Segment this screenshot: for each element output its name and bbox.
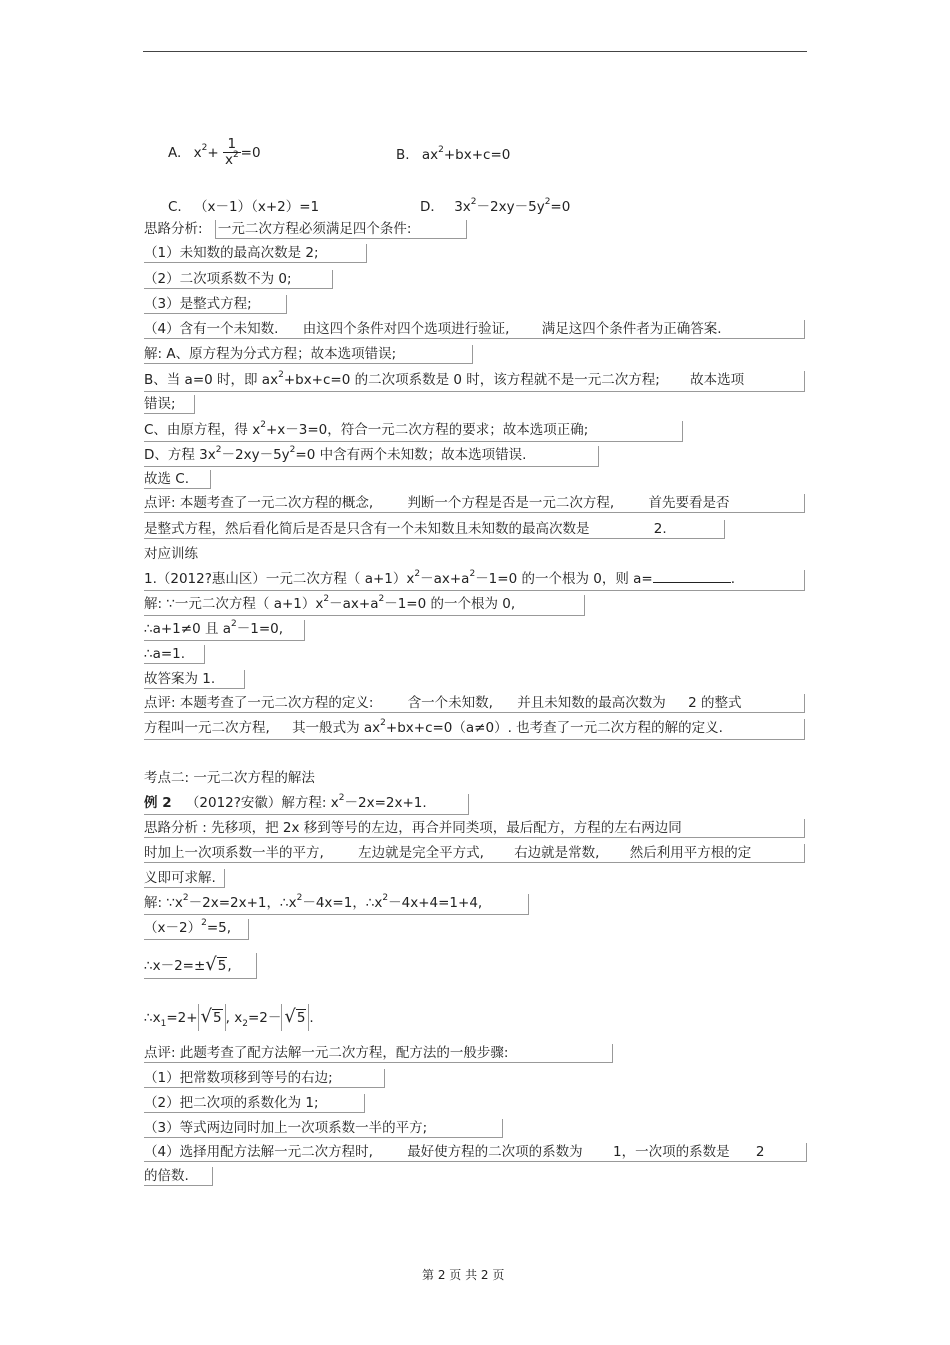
- p2sol3-part-b: ,: [227, 958, 232, 974]
- option-b-label: B.: [396, 147, 410, 163]
- example-2: [144, 794, 469, 815]
- p2-analysis-part-d: 然后利用平方根的定: [629, 845, 752, 861]
- question-end: .: [730, 571, 736, 587]
- p2-solution-2: [144, 919, 249, 940]
- p2sol2-exp: 2: [201, 918, 207, 928]
- answer-blank[interactable]: [653, 570, 731, 583]
- p2sol2-part-a: （x－2）: [144, 920, 202, 936]
- p2-analysis-part-a: 时加上一次项系数一半的平方,: [144, 845, 324, 861]
- solution-b-exp: 2: [278, 370, 284, 380]
- solution-c-exp: 2: [260, 420, 266, 430]
- option-a-denominator: [223, 149, 241, 170]
- tsol1-exp1: 2: [323, 594, 330, 604]
- p2sol4-part-e: .: [309, 1010, 314, 1026]
- p2-comment-title: 点评: 此题考查了配方法解一元二次方程，配方法的一般步骤:: [144, 1044, 613, 1063]
- comment1-part-e: 2.: [653, 521, 667, 537]
- tcomment-part-c: 并且未知数的最高次数为: [517, 695, 666, 711]
- option-a: [168, 135, 261, 173]
- p2sol1-part-d: －4x+4=1+4,: [388, 895, 483, 911]
- option-a-den-x: x: [224, 151, 233, 168]
- sqrt-icon: √5: [198, 1004, 226, 1031]
- example-exp: 2: [338, 793, 345, 803]
- analysis-intro: 一元二次方程必须满足四个条件:: [215, 220, 467, 239]
- solution-d: [144, 446, 599, 467]
- option-d-exp2: 2: [544, 197, 551, 207]
- p2-analysis-line2: [144, 844, 805, 863]
- tcomment-part-d: 2 的整式: [688, 695, 742, 711]
- training-comment-1: [144, 694, 805, 713]
- tcomment-part-g: +bx+c=0（a≠0）. 也考查了一元二次方程的解的定义.: [385, 720, 723, 736]
- p2-step-3: （3）等式两边同时加上一次项系数一半的平方;: [144, 1119, 503, 1138]
- question-part-c: －1=0 的一个根为 0，则 a=: [475, 571, 653, 587]
- training-solution-3: ∴a=1.: [144, 645, 205, 664]
- option-d-mid: －2xy－5y: [476, 199, 545, 215]
- option-a-plus: +: [207, 145, 219, 161]
- comment1-part-b: 判断一个方程是否是一元二次方程,: [407, 495, 615, 511]
- condition-4-part-a: （4）含有一个未知数.: [144, 321, 279, 337]
- header-rule: [143, 51, 807, 52]
- question-part-b: －ax+a: [420, 571, 470, 587]
- sqrt-icon: √5: [205, 954, 227, 975]
- option-d-post: =0: [550, 199, 571, 215]
- p2sol4-part-d: =2－: [247, 1010, 282, 1026]
- comment1-part-a: 点评: 本题考查了一元二次方程的概念,: [144, 495, 374, 511]
- p2-step4-part-d: 2: [755, 1144, 765, 1160]
- solution-d-exp1: 2: [215, 445, 222, 455]
- p2-solution-4: [144, 1004, 314, 1033]
- p2-analysis-line3: 义即可求解.: [144, 869, 225, 888]
- solution-b-part3: 故本选项: [690, 372, 745, 388]
- p2sol4-radicand1: 5: [213, 1010, 222, 1026]
- option-c-label: C.: [168, 199, 182, 215]
- comment1-part-d: 是整式方程，然后看化简后是否是只含有一个未知数且未知数的最高次数是: [144, 521, 590, 537]
- p2-step-1: （1）把常数项移到等号的右边;: [144, 1069, 385, 1088]
- example-label: 例 2: [144, 795, 172, 811]
- p2-step4-part-c: 1，一次项的系数是: [612, 1144, 730, 1160]
- p2sol4-part-a: ∴x: [144, 1010, 161, 1026]
- question-exp2: 2: [469, 569, 476, 579]
- p2-analysis-line1: 思路分析 : 先移项，把 2x 移到等号的左边，再合并同类项，最后配方，方程的左右两边同: [144, 819, 805, 838]
- p2sol3-radicand: 5: [217, 958, 227, 974]
- tcomment-exp: 2: [380, 718, 386, 728]
- option-d-exp1: 2: [470, 197, 477, 207]
- sqrt-icon: √5: [281, 1004, 309, 1031]
- solution-d-part2: －2xy－5y: [221, 447, 290, 463]
- tsol1-exp2: 2: [378, 594, 385, 604]
- p2-solution-3: [144, 953, 257, 979]
- page-footer: 第 2 页 共 2 页: [422, 1268, 505, 1282]
- p2-step4-part-b: 最好使方程的二次项的系数为: [407, 1144, 583, 1160]
- question-part-a: 1.（2012?惠山区）一元二次方程（ a+1）x: [144, 571, 415, 587]
- option-b: [396, 146, 510, 166]
- option-c-text: （x－1）（x+2）=1: [194, 199, 320, 215]
- solution-c-part2: +x－3=0，符合一元二次方程的要求；故本选项正确;: [265, 422, 589, 438]
- training-solution-1: [144, 595, 585, 616]
- option-b-pre: ax: [421, 147, 439, 163]
- p2sol4-radicand2: 5: [296, 1010, 306, 1026]
- p2-step-4-end: 的倍数.: [144, 1167, 213, 1186]
- solution-b-part1: B、当 a=0 时，即 ax: [144, 372, 279, 388]
- p2sol1-part-c: －4x=1，∴x: [302, 895, 383, 911]
- tsol2-part-b: －1=0,: [236, 621, 284, 637]
- condition-4: [144, 320, 805, 339]
- p2sol1-part-a: 解: ∵x: [144, 895, 183, 911]
- tcomment-part-b: 含一个未知数,: [407, 695, 493, 711]
- p2sol4-part-b: =2+: [166, 1010, 198, 1026]
- p2sol4-sub2: 2: [242, 1019, 248, 1029]
- p2sol1-exp3: 2: [382, 893, 389, 903]
- question-exp1: 2: [414, 569, 421, 579]
- option-a-label: A.: [168, 145, 182, 161]
- training-comment-2: [144, 719, 805, 740]
- p2-step4-part-a: （4）选择用配方法解一元二次方程时,: [144, 1144, 373, 1160]
- solution-d-part1: D、方程 3x: [144, 447, 216, 463]
- p2-step-4: [144, 1143, 807, 1162]
- solution-d-part3: =0 中含有两个未知数；故本选项错误.: [295, 447, 527, 463]
- option-d-pre: 3x: [454, 199, 471, 215]
- example-part-a: （2012?安徽）解方程: x: [185, 795, 339, 811]
- analysis-label: 思路分析:: [144, 221, 203, 237]
- p2sol2-part-b: =5,: [206, 920, 232, 936]
- solution-a: 解: A、原方程为分式方程；故本选项错误;: [144, 345, 473, 364]
- training-question: [144, 570, 805, 591]
- analysis-line: [144, 220, 467, 239]
- condition-3: （3）是整式方程;: [144, 295, 287, 314]
- comment1-part-c: 首先要看是否: [648, 495, 730, 511]
- tsol2-part-a: ∴a+1≠0 且 a: [144, 621, 232, 637]
- solution-b: [144, 371, 805, 392]
- training-solution-2: [144, 620, 305, 641]
- example-part-b: －2x=2x+1.: [344, 795, 427, 811]
- p2sol4-sub1: 1: [160, 1019, 167, 1029]
- option-a-numerator: 1: [223, 137, 241, 153]
- p2sol4-part-c: , x: [225, 1010, 243, 1026]
- condition-4-part-b: 由这四个条件对四个选项进行验证,: [302, 321, 510, 337]
- training-answer: 故答案为 1.: [144, 670, 245, 689]
- tsol1-part-c: －1=0 的一个根为 0,: [384, 596, 516, 612]
- p2-analysis-part-c: 右边就是常数,: [514, 845, 600, 861]
- tsol1-part-b: －ax+a: [329, 596, 379, 612]
- answer-choice: 故选 C.: [144, 470, 211, 489]
- condition-2: （2）二次项系数不为 0;: [144, 270, 333, 289]
- comment1-line1: [144, 494, 805, 513]
- section-title-point2: 考点二: 一元二次方程的解法: [144, 770, 315, 786]
- comment1-line2: [144, 520, 725, 539]
- tcomment-part-e: 方程叫一元二次方程,: [144, 720, 270, 736]
- tcomment-part-f: 其一般式为 ax: [292, 720, 381, 736]
- p2sol1-part-b: －2x=2x+1，∴x: [188, 895, 297, 911]
- p2-step-2: （2）把二次项的系数化为 1;: [144, 1094, 365, 1113]
- tsol2-exp: 2: [231, 619, 237, 629]
- solution-c: [144, 421, 683, 442]
- solution-b-part2: +bx+c=0 的二次项系数是 0 时，该方程就不是一元二次方程;: [283, 372, 660, 388]
- option-a-x: x: [193, 145, 202, 161]
- option-a-fraction: [223, 137, 241, 170]
- p2sol1-exp2: 2: [296, 893, 303, 903]
- option-d-label: D．: [420, 199, 444, 215]
- tsol1-part-a: 解: ∵一元二次方程（ a+1）x: [144, 596, 324, 612]
- p2-solution-1: [144, 894, 529, 915]
- condition-4-part-c: 满足这四个条件者为正确答案.: [541, 321, 722, 337]
- option-b-post: +bx+c=0: [443, 147, 511, 163]
- solution-b-part4: 错误;: [144, 395, 195, 414]
- tcomment-part-a: 点评: 本题考查了一元二次方程的定义:: [144, 695, 374, 711]
- option-a-eq: =0: [240, 145, 261, 161]
- p2sol1-exp1: 2: [182, 893, 189, 903]
- training-title: 对应训练: [144, 546, 198, 562]
- option-a-exp: 2: [201, 143, 208, 153]
- condition-1: （1）未知数的最高次数是 2;: [144, 244, 367, 263]
- option-b-exp: 2: [438, 145, 444, 155]
- solution-c-part1: C、由原方程，得 x: [144, 422, 261, 438]
- option-c: [168, 198, 319, 216]
- solution-d-exp2: 2: [289, 445, 296, 455]
- option-d: [420, 198, 570, 218]
- p2-analysis-part-b: 左边就是完全平方式,: [358, 845, 484, 861]
- p2sol3-part-a: ∴x－2=±: [144, 958, 206, 974]
- option-a-den-exp: 2: [232, 149, 239, 160]
